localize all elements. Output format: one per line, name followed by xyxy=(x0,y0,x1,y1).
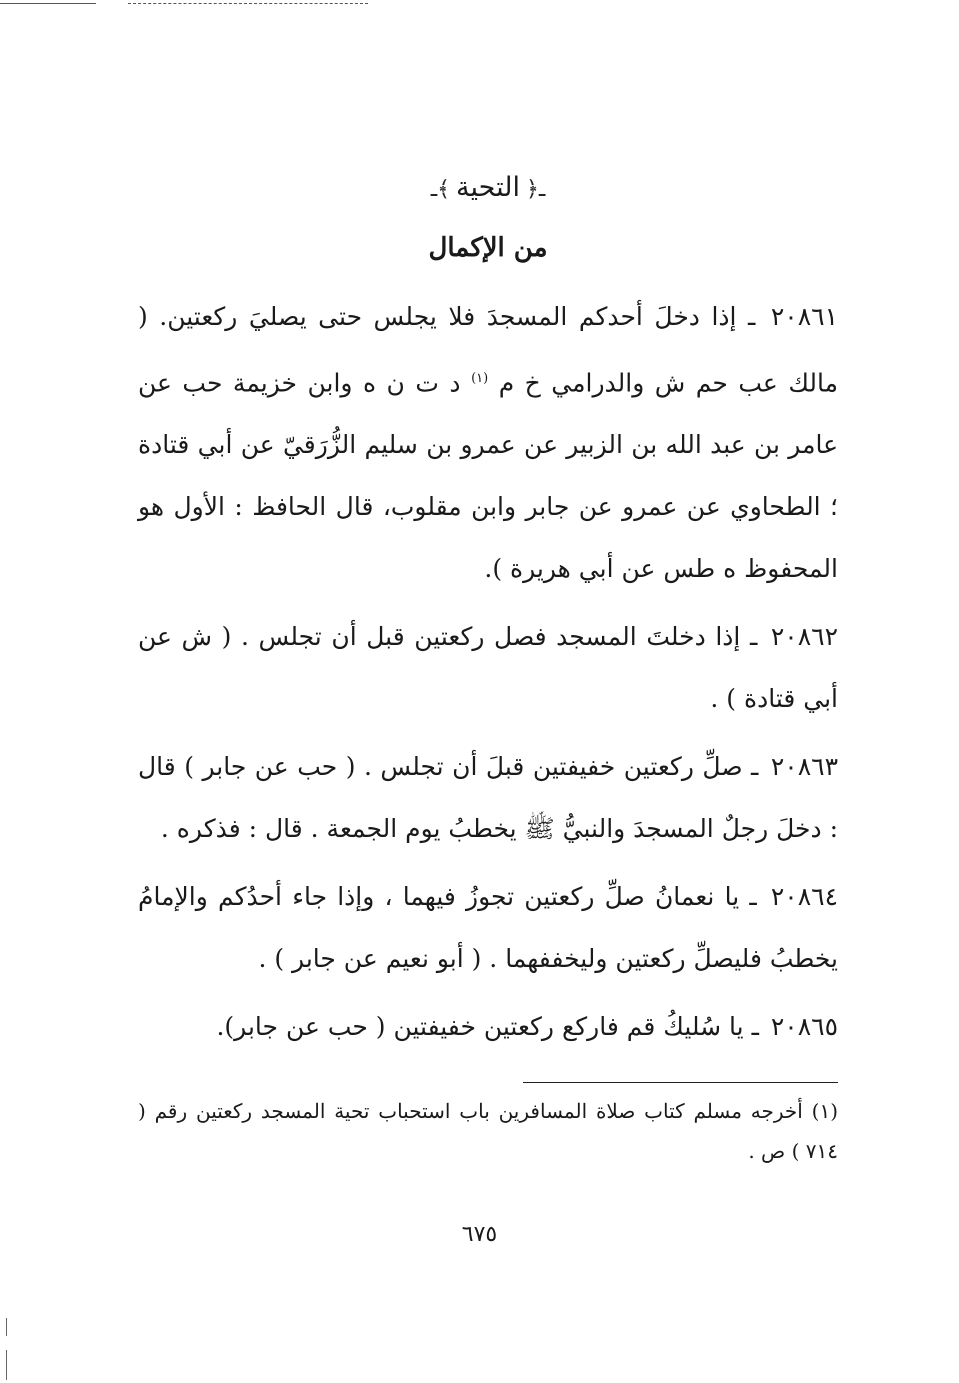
hadith-number: ٢٠٨٦٢ xyxy=(770,622,838,652)
hadith-entry xyxy=(138,996,838,1058)
hadith-text-continued: د ت ن ه وابن خزيمة حب عن عامر بن عبد الله بن الزبير عن عمرو بن سليم الزُّرَقيّ عن أبي قتادة ؛ الطحاوي عن عمرو عن جابر وابن مقلوب، قال الحافظ : الأول هو المحفوظ ه طس عن أبي هريرة ). xyxy=(138,368,839,584)
hadith-entry xyxy=(138,286,838,600)
ornament-icon: ـ﴿ xyxy=(525,177,546,202)
hadith-text: ـ إذا دخلتَ المسجد فصل ركعتين قبل أن تجلس . ( ش عن أبي قتادة ) . xyxy=(138,622,838,714)
section-title: من الإكمال xyxy=(428,233,548,263)
hadith-number: ٢٠٨٦٣ xyxy=(770,752,838,782)
hadith-text: ـ صلِّ ركعتين خفيفتين قبلَ أن تجلس . ( حب عن جابر ) قال : دخلَ رجلٌ المسجدَ والنبيُّ ﷺ يخطبُ يوم الجمعة . قال : فذكره . xyxy=(138,752,838,844)
hadith-number: ٢٠٨٦٥ xyxy=(770,1012,838,1042)
chapter-title-text: التحية xyxy=(456,172,520,203)
footnote-marker: (١) xyxy=(811,1099,838,1124)
hadith-entry xyxy=(138,606,838,730)
hadith-number: ٢٠٨٦١ xyxy=(770,302,838,331)
margin-mark xyxy=(6,1318,7,1336)
footnote-divider xyxy=(523,1082,838,1083)
hadith-text: ـ يا سُليكُ قم فاركع ركعتين خفيفتين ( حب عن جابر). xyxy=(216,1012,759,1042)
footnote xyxy=(138,1091,838,1171)
hadith-entry xyxy=(138,866,838,990)
chapter-title xyxy=(138,160,838,216)
ornament-icon: ﴾ـ xyxy=(430,177,451,202)
top-edge-rule xyxy=(0,3,96,4)
footnote-text: أخرجه مسلم كتاب صلاة المسافرين باب استحباب تحية المسجد ركعتين رقم ( ٧١٤ ) ص . xyxy=(138,1099,838,1164)
hadith-text: ـ إذا دخلَ أحدكم المسجدَ فلا يجلس حتى يصليَ ركعتين. ( مالك عب حم ش والدرامي خ م xyxy=(138,302,839,398)
footnote-reference: (١) xyxy=(471,371,489,386)
top-edge-dashed-rule xyxy=(128,3,368,4)
page-number: ٦٧٥ xyxy=(461,1222,498,1247)
hadith-entry xyxy=(138,736,838,860)
margin-mark xyxy=(6,1350,7,1380)
document-page xyxy=(138,160,838,1191)
hadith-number: ٢٠٨٦٤ xyxy=(770,882,838,912)
hadith-text: ـ يا نعمانُ صلِّ ركعتين تجوزُ فيهما ، وإذا جاء أحدُكم والإمامُ يخطبُ فليصلِّ ركعتين وليخففهما . ( أبو نعيم عن جابر ) . xyxy=(138,882,838,974)
